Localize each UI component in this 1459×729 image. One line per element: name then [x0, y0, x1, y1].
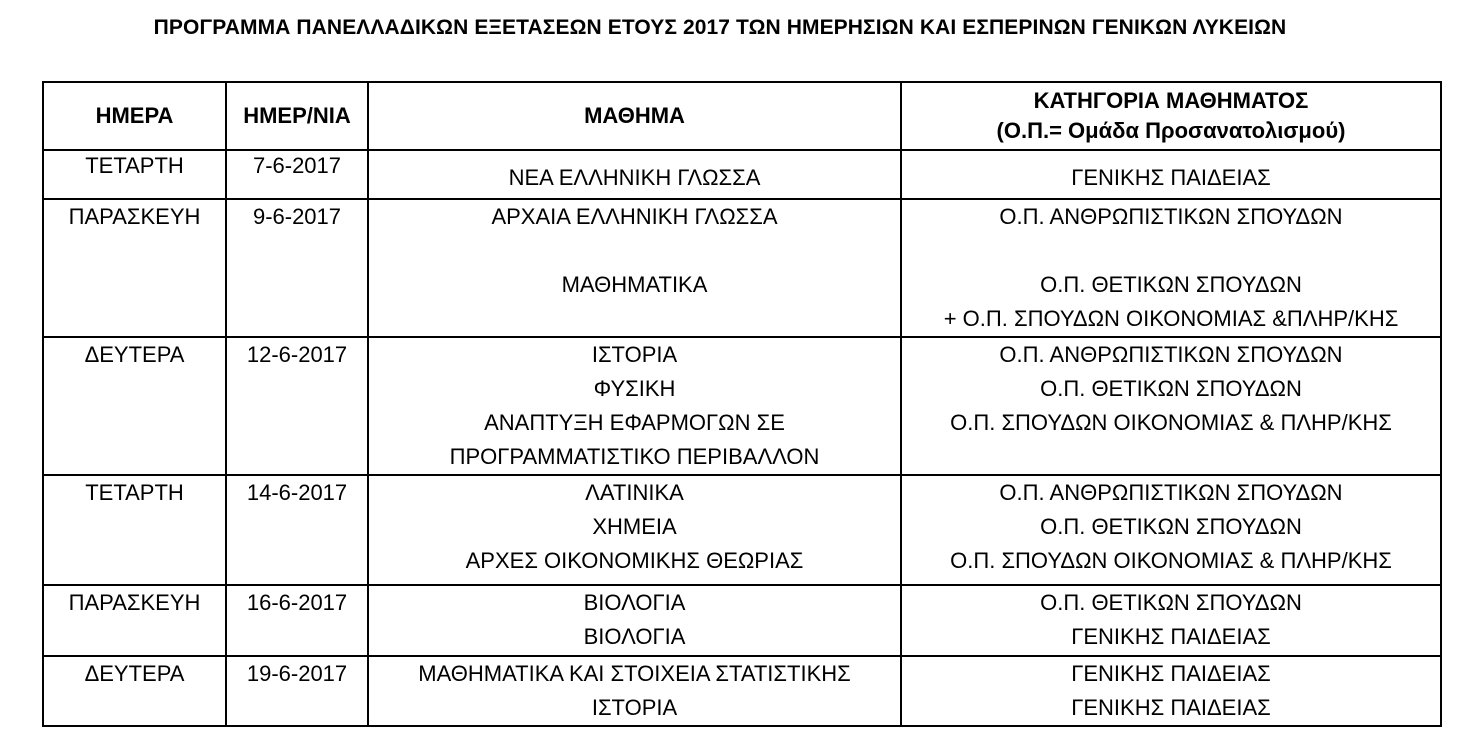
- category-text: Ο.Π. ΑΝΘΡΩΠΙΣΤΙΚΩΝ ΣΠΟΥΔΩΝ: [999, 204, 1343, 229]
- date-cell: [226, 585, 368, 656]
- date-cell: [226, 337, 368, 475]
- header-category: [901, 82, 1441, 150]
- day-text: ΠΑΡΑΣΚΕΥΗ: [68, 590, 201, 615]
- document-title: ΠΡΟΓΡΑΜΜΑ ΠΑΝΕΛΛΑΔΙΚΩΝ ΕΞΕΤΑΣΕΩΝ ΕΤΟΥΣ 2017 ΤΩΝ ΗΜΕΡΗΣΙΩΝ ΚΑΙ ΕΣΠΕΡΙΝΩΝ ΓΕΝΙΚΩΝ ΛΥΚΕΙΩΝ: [153, 16, 1287, 39]
- table-row: [43, 656, 1441, 726]
- subject-cell: [368, 585, 901, 656]
- day-cell: [43, 150, 226, 199]
- subject-text: ΦΥΣΙΚΗ: [593, 376, 676, 401]
- category-text: Ο.Π. ΘΕΤΙΚΩΝ ΣΠΟΥΔΩΝ: [1040, 590, 1302, 615]
- subject-text: ΙΣΤΟΡΙΑ: [591, 342, 678, 367]
- category-cell: [901, 199, 1441, 337]
- category-text: Ο.Π. ΣΠΟΥΔΩΝ ΟΙΚΟΝΟΜΙΑΣ & ΠΛΗΡ/ΚΗΣ: [950, 410, 1392, 435]
- day-text: ΤΕΤΑΡΤΗ: [85, 480, 184, 505]
- day-cell: [43, 656, 226, 726]
- date-cell: [226, 199, 368, 337]
- subject-text: ΝΕΑ ΕΛΛΗΝΙΚΗ ΓΛΩΣΣΑ: [508, 165, 761, 190]
- day-text: ΔΕΥΤΕΡΑ: [84, 661, 185, 686]
- category-text: + Ο.Π. ΣΠΟΥΔΩΝ ΟΙΚΟΝΟΜΙΑΣ &ΠΛΗΡ/ΚΗΣ: [943, 306, 1399, 331]
- subject-text: ΑΝΑΠΤΥΞΗ ΕΦΑΡΜΟΓΩΝ ΣΕ: [484, 410, 785, 435]
- subject-text: ΑΡΧΑΙΑ ΕΛΛΗΝΙΚΗ ΓΛΩΣΣΑ: [491, 204, 778, 229]
- category-text: Ο.Π. ΑΝΘΡΩΠΙΣΤΙΚΩΝ ΣΠΟΥΔΩΝ: [999, 480, 1343, 505]
- subject-text: ΧΗΜΕΙΑ: [592, 514, 677, 539]
- category-cell: [901, 475, 1441, 585]
- date-text: 14-6-2017: [246, 480, 348, 505]
- header-subject: ΜΑΘΗΜΑ: [368, 82, 901, 150]
- header-day: ΗΜΕΡΑ: [43, 82, 226, 150]
- subject-text: ΛΑΤΙΝΙΚΑ: [585, 480, 684, 505]
- category-text: Ο.Π. ΣΠΟΥΔΩΝ ΟΙΚΟΝΟΜΙΑΣ & ΠΛΗΡ/ΚΗΣ: [950, 548, 1392, 573]
- table-header-row: [43, 82, 1441, 150]
- category-text: Ο.Π. ΘΕΤΙΚΩΝ ΣΠΟΥΔΩΝ: [1040, 376, 1302, 401]
- header-category-title: ΚΑΤΗΓΟΡΙΑ ΜΑΘΗΜΑΤΟΣ: [1033, 88, 1309, 113]
- exam-schedule-table: [42, 81, 1442, 727]
- subject-cell: [368, 150, 901, 199]
- date-text: 12-6-2017: [246, 342, 348, 367]
- category-text: Ο.Π. ΑΝΘΡΩΠΙΣΤΙΚΩΝ ΣΠΟΥΔΩΝ: [999, 342, 1343, 367]
- category-cell: [901, 150, 1441, 199]
- category-text: ΓΕΝΙΚΗΣ ΠΑΙΔΕΙΑΣ: [1071, 695, 1271, 720]
- day-text: ΠΑΡΑΣΚΕΥΗ: [68, 204, 201, 229]
- subject-cell: [368, 656, 901, 726]
- category-text: ΓΕΝΙΚΗΣ ΠΑΙΔΕΙΑΣ: [1071, 624, 1271, 649]
- table-row: [43, 199, 1441, 337]
- subject-text: ΑΡΧΕΣ ΟΙΚΟΝΟΜΙΚΗΣ ΘΕΩΡΙΑΣ: [465, 548, 804, 573]
- table-row: [43, 150, 1441, 199]
- date-cell: [226, 656, 368, 726]
- table-row: [43, 337, 1441, 475]
- subject-text: ΜΑΘΗΜΑΤΙΚΑ ΚΑΙ ΣΤΟΙΧΕΙΑ ΣΤΑΤΙΣΤΙΚΗΣ: [418, 661, 851, 686]
- subject-text: ΒΙΟΛΟΓΙΑ: [583, 624, 686, 649]
- category-text: Ο.Π. ΘΕΤΙΚΩΝ ΣΠΟΥΔΩΝ: [1040, 272, 1302, 297]
- header-category-note: (Ο.Π.= Ομάδα Προσανατολισμού): [996, 118, 1346, 143]
- day-cell: [43, 337, 226, 475]
- day-cell: [43, 199, 226, 337]
- category-text: ΓΕΝΙΚΗΣ ΠΑΙΔΕΙΑΣ: [1071, 165, 1271, 190]
- date-text: 16-6-2017: [246, 590, 348, 615]
- blank-line: [902, 234, 1440, 268]
- day-cell: [43, 585, 226, 656]
- date-text: 7-6-2017: [252, 153, 342, 178]
- subject-cell: [368, 475, 901, 585]
- category-cell: [901, 337, 1441, 475]
- table-row: [43, 475, 1441, 585]
- subject-text: ΒΙΟΛΟΓΙΑ: [583, 590, 686, 615]
- category-cell: [901, 585, 1441, 656]
- header-date: ΗΜΕΡ/ΝΙΑ: [226, 82, 368, 150]
- subject-cell: [368, 337, 901, 475]
- subject-text: ΜΑΘΗΜΑΤΙΚΑ: [561, 272, 708, 297]
- day-text: ΔΕΥΤΕΡΑ: [84, 342, 185, 367]
- category-cell: [901, 656, 1441, 726]
- day-cell: [43, 475, 226, 585]
- date-text: 19-6-2017: [246, 661, 348, 686]
- category-text: ΓΕΝΙΚΗΣ ΠΑΙΔΕΙΑΣ: [1071, 661, 1271, 686]
- blank-line: [369, 234, 900, 268]
- date-cell: [226, 150, 368, 199]
- table-row: [43, 585, 1441, 656]
- subject-cell: [368, 199, 901, 337]
- date-text: 9-6-2017: [252, 204, 342, 229]
- subject-text: ΙΣΤΟΡΙΑ: [591, 695, 678, 720]
- date-cell: [226, 475, 368, 585]
- subject-text: ΠΡΟΓΡΑΜΜΑΤΙΣΤΙΚΟ ΠΕΡΙΒΑΛΛΟΝ: [449, 444, 820, 469]
- category-text: Ο.Π. ΘΕΤΙΚΩΝ ΣΠΟΥΔΩΝ: [1040, 514, 1302, 539]
- day-text: ΤΕΤΑΡΤΗ: [85, 153, 184, 178]
